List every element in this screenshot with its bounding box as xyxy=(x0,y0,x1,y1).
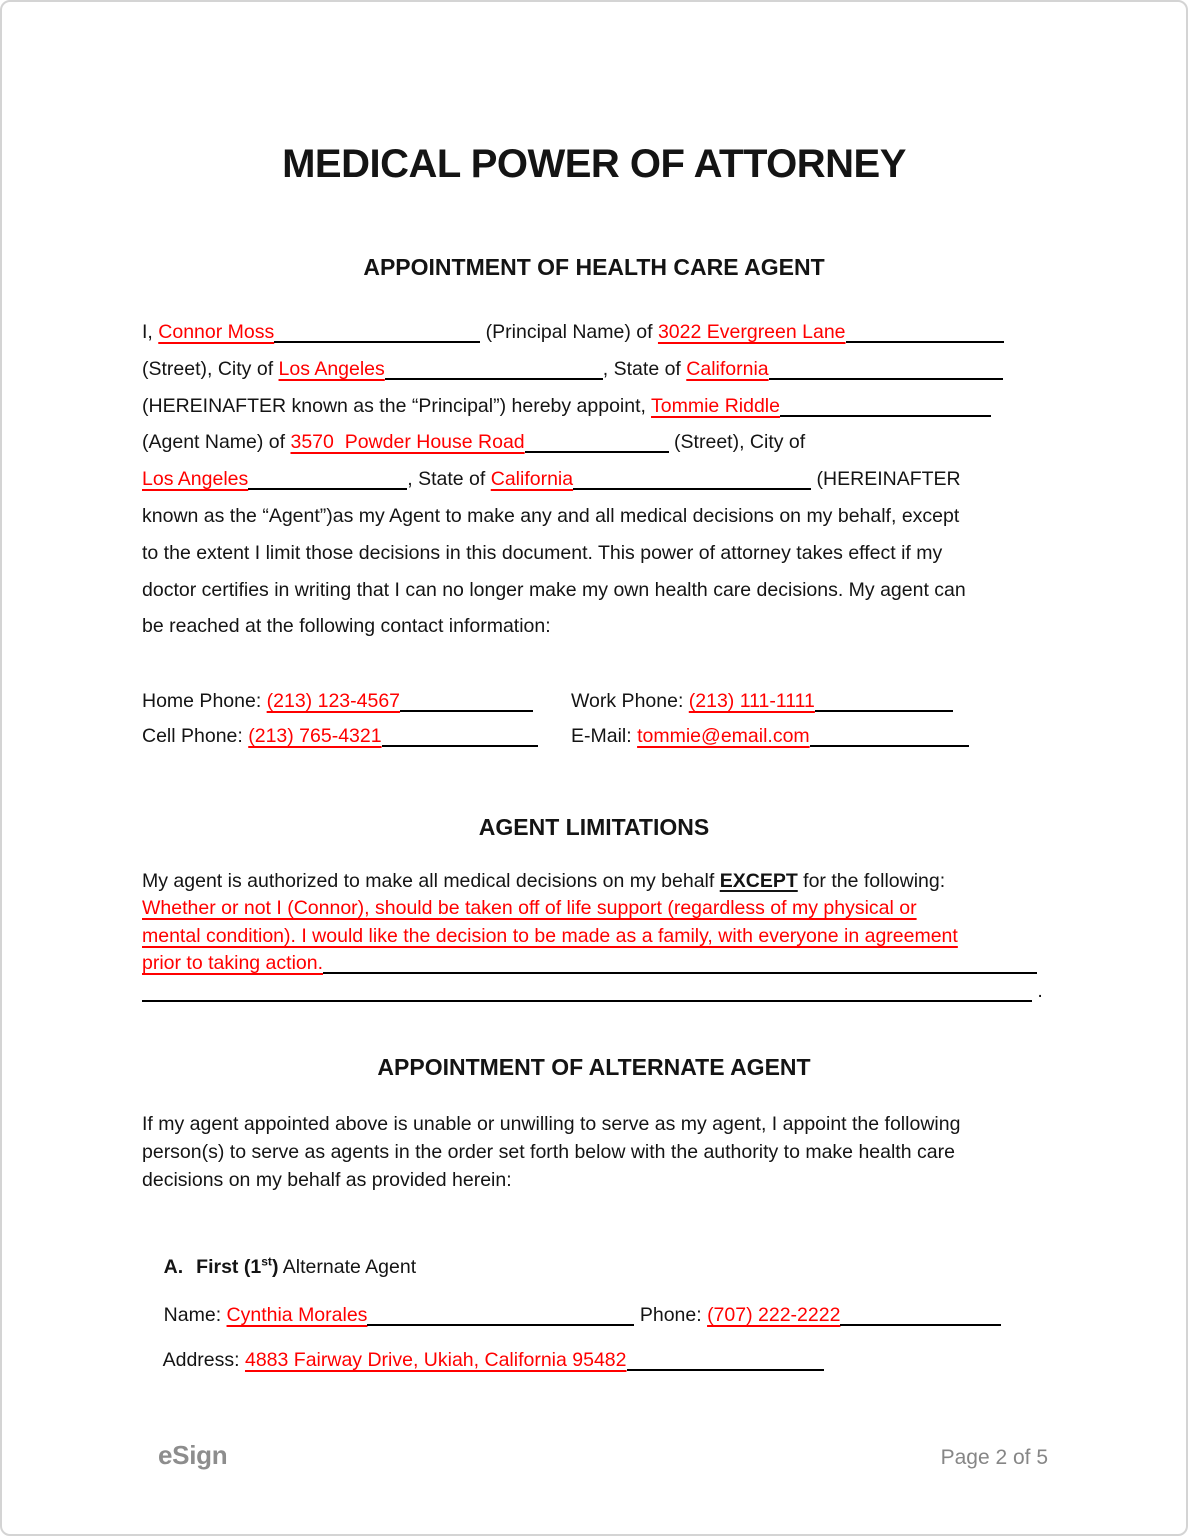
limitations-filled-line xyxy=(142,950,1050,977)
static-text: My agent is authorized to make all medical decisions on my behalf xyxy=(142,870,720,892)
item-letter: A. xyxy=(163,1256,184,1278)
contact-row-2 xyxy=(142,719,1050,754)
home-phone-field xyxy=(142,684,571,719)
section-heading-agent-limitations: AGENT LIMITATIONS xyxy=(478,814,710,840)
email-label: E-Mail: xyxy=(571,725,638,747)
cell-phone-value: (213) 765-4321 xyxy=(248,725,382,747)
paragraph-line: person(s) to serve as agents in the order set forth below with the authority to make health care xyxy=(142,1141,955,1164)
static-text: (Street), City of xyxy=(668,431,806,454)
static-text: , State of xyxy=(407,468,491,491)
work-phone-value: (213) 111-1111 xyxy=(688,690,815,712)
blank-underline xyxy=(400,710,533,712)
home-phone-value: (213) 123-4567 xyxy=(266,690,401,712)
paragraph-line: doctor certifies in writing that I can no longer make my own health care decisions. My agent can xyxy=(142,578,966,601)
static-text: (Principal Name) of xyxy=(480,321,658,343)
static-text: (Street), City of xyxy=(142,357,279,380)
name-label: Name: xyxy=(163,1304,227,1326)
agent-street-value: 3570 Powder House Road xyxy=(290,431,525,454)
principal-appointment-paragraph xyxy=(142,314,1050,645)
static-text: for the following: xyxy=(797,870,946,892)
blank-underline xyxy=(142,1000,1032,1002)
section-heading-alternate-agent: APPOINTMENT OF ALTERNATE AGENT xyxy=(377,1054,811,1080)
paragraph-line xyxy=(142,424,1050,461)
blank-underline xyxy=(627,1369,824,1371)
paragraph-line xyxy=(142,351,1050,388)
blank-underline xyxy=(525,451,669,453)
agent-state-value: California xyxy=(490,468,574,491)
home-phone-label: Home Phone: xyxy=(142,690,267,712)
blank-underline xyxy=(385,378,603,380)
blank-underline xyxy=(323,972,1037,974)
phone-label: Phone: xyxy=(634,1304,708,1326)
item-title-bold-close: ) xyxy=(271,1256,279,1278)
page-title: MEDICAL POWER OF ATTORNEY xyxy=(282,142,906,186)
blank-underline xyxy=(846,341,1004,343)
item-title-bold: First (1 xyxy=(196,1256,262,1278)
agent-name-value: Tommie Riddle xyxy=(651,394,780,417)
principal-street-value: 3022 Evergreen Lane xyxy=(657,321,846,343)
alternate-address-value: 4883 Fairway Drive, Ukiah, California 95482 xyxy=(244,1349,627,1371)
cell-phone-field xyxy=(142,719,571,754)
blank-underline xyxy=(573,488,811,490)
trailing-period: . xyxy=(1032,979,1043,1002)
except-emphasis: EXCEPT xyxy=(719,870,798,892)
static-text: (HEREINAFTER xyxy=(811,468,961,491)
work-phone-label: Work Phone: xyxy=(571,690,689,712)
esign-logo: eSign xyxy=(158,1440,228,1470)
static-text: (Agent Name) of xyxy=(142,431,291,454)
email-field xyxy=(571,719,969,754)
limitations-text-value: mental condition). I would like the decision to be made as a family, with everyone in agreement xyxy=(142,924,958,947)
limitations-text-value: prior to taking action. xyxy=(142,952,324,975)
static-text: I, xyxy=(142,321,159,343)
limitations-text-value: Whether or not I (Connor), should be taken off of life support (regardless of my physical or xyxy=(142,897,917,920)
contact-info-block xyxy=(142,684,1050,754)
alternate-phone-value: (707) 222-2222 xyxy=(707,1304,841,1326)
blank-underline xyxy=(815,710,953,712)
paragraph-line: If my agent appointed above is unable or unwilling to serve as my agent, I appoint the following xyxy=(142,1113,961,1135)
principal-name-value: Connor Moss xyxy=(158,321,275,343)
paragraph-line: decisions on my behalf as provided herein: xyxy=(142,1169,512,1192)
agent-city-value: Los Angeles xyxy=(142,468,249,491)
blank-underline xyxy=(248,488,407,490)
paragraph-line xyxy=(142,388,1050,425)
blank-underline xyxy=(382,745,538,747)
section-heading-health-care-agent: APPOINTMENT OF HEALTH CARE AGENT xyxy=(363,254,825,280)
email-value: tommie@email.com xyxy=(637,725,810,747)
page-number: Page 2 of 5 xyxy=(940,1446,1048,1469)
paragraph-line xyxy=(142,461,1050,498)
address-label: Address: xyxy=(162,1349,245,1371)
paragraph-line: known as the “Agent”)as my Agent to make any and all medical decisions on my behalf, except xyxy=(142,504,960,527)
blank-underline xyxy=(810,745,969,747)
principal-state-value: California xyxy=(686,357,769,380)
alternate-address-row xyxy=(142,1318,1050,1402)
principal-city-value: Los Angeles xyxy=(278,357,385,380)
limitations-blank-line xyxy=(142,978,1050,1005)
agent-limitations-paragraph xyxy=(142,868,1050,1005)
contact-row-1 xyxy=(142,684,1050,719)
paragraph-line xyxy=(142,314,1050,351)
alternate-agent-paragraph xyxy=(142,1110,1050,1195)
page-footer xyxy=(2,1440,1186,1471)
limitations-filled-line xyxy=(142,895,1050,922)
static-text: , State of xyxy=(602,357,687,380)
blank-underline xyxy=(274,341,480,343)
ordinal-superscript: st xyxy=(261,1254,272,1269)
paragraph-line: to the extent I limit those decisions in this document. This power of attorney takes effect if my xyxy=(142,541,943,564)
limitations-filled-line xyxy=(142,923,1050,950)
blank-underline xyxy=(769,378,1003,380)
alternate-name-value: Cynthia Morales xyxy=(226,1304,368,1326)
item-title-rest: Alternate Agent xyxy=(278,1256,417,1278)
blank-underline xyxy=(780,415,991,417)
paragraph-line: be reached at the following contact information: xyxy=(142,615,551,638)
limitations-intro-line xyxy=(142,868,1050,895)
cell-phone-label: Cell Phone: xyxy=(142,725,249,747)
work-phone-field xyxy=(571,684,953,719)
static-text: (HEREINAFTER known as the “Principal”) hereby appoint, xyxy=(142,394,652,417)
